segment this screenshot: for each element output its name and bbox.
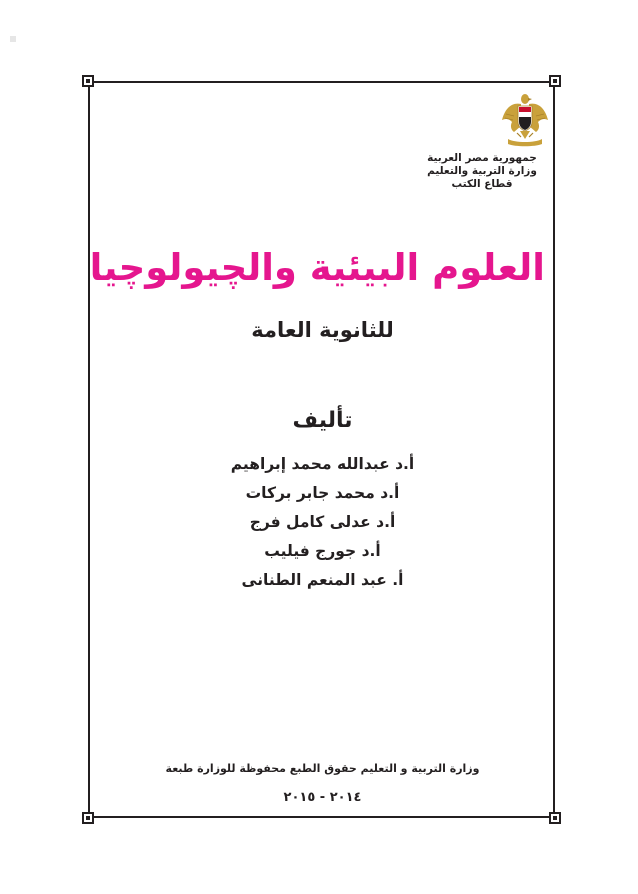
author-name: أ.د جورج فيليب — [264, 542, 381, 560]
frame-corner-ornament — [82, 812, 94, 824]
author-name: أ. عبد المنعم الطنانى — [241, 571, 404, 589]
frame-corner-ornament — [549, 812, 561, 824]
book-subtitle: للثانوية العامة — [251, 318, 394, 342]
sector-name: قطاع الكتب — [451, 178, 513, 190]
book-title: العلوم البيئية والچيولوچيا — [89, 246, 545, 289]
frame-corner-ornament — [549, 75, 561, 87]
ministry-header — [422, 152, 542, 191]
egypt-eagle-emblem-icon — [500, 92, 550, 148]
author-name: أ.د عبدالله محمد إبراهيم — [230, 455, 415, 473]
copyright-notice: وزارة التربية و التعليم حقوق الطبع محفوظة للوزارة طبعة — [165, 762, 480, 775]
ministry-name: وزارة التربية والتعليم — [427, 165, 537, 177]
republic-name: جمهورية مصر العربية — [427, 152, 537, 164]
author-name: أ.د عدلى كامل فرج — [249, 513, 396, 531]
frame-corner-ornament — [82, 75, 94, 87]
scan-artifact — [10, 36, 16, 42]
authors-heading: تأليف — [292, 408, 353, 433]
edition-year: ٢٠١٤ - ٢٠١٥ — [283, 790, 362, 805]
author-name: أ.د محمد جابر بركات — [245, 484, 400, 502]
authors-list — [100, 450, 545, 595]
